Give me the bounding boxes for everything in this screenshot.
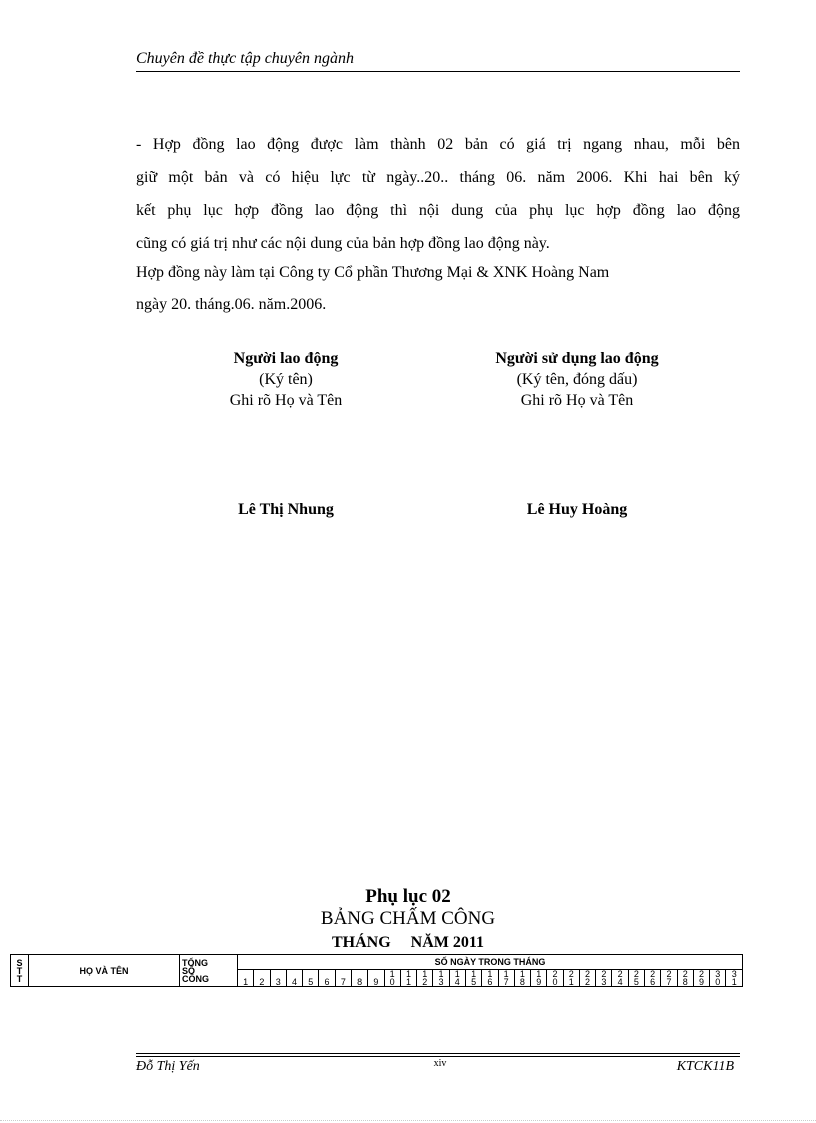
day-column-header: 1 4 [449,970,465,987]
day-column-header: 3 [270,970,286,987]
total-header-line: TỔNG [182,957,208,968]
stt-header [11,955,29,987]
footer-author: Đỗ Thị Yến [136,1059,200,1074]
day-column-header: 1 5 [465,970,481,987]
day-column-header: 1 7 [498,970,514,987]
day-column-header: 2 4 [612,970,628,987]
appendix-month-line: THÁNG NĂM 2011 [332,934,484,951]
day-column-header: 1 6 [482,970,498,987]
header-divider [136,71,740,72]
footer-divider [136,1056,740,1057]
day-column-header: 5 [303,970,319,987]
day-column-header: 2 5 [628,970,644,987]
employee-name-block [186,499,386,520]
day-column-header: 1 1 [400,970,416,987]
contract-paragraph-2 [136,257,740,321]
day-column-header: 9 [368,970,384,987]
day-column-header: 1 3 [433,970,449,987]
day-column-header: 2 8 [677,970,693,987]
name-header: HỌ VÀ TÊN [29,955,180,987]
stt-letter: S [16,957,23,968]
paragraph-line: ngày 20. tháng.06. năm.2006. [136,296,327,313]
day-column-header: 7 [335,970,351,987]
total-days-header [180,955,238,987]
stt-letter: T [16,965,23,976]
day-column-header: 8 [351,970,367,987]
day-column-header: 2 7 [661,970,677,987]
day-column-header: 2 [254,970,270,987]
paragraph-line: giữ một bản và có hiệu lực từ ngày..20.. tháng 06. năm 2006. Khi hai bên ký [136,169,740,186]
days-in-month-header: SỐ NGÀY TRONG THÁNG [238,955,743,970]
day-column-header: 1 [238,970,254,987]
day-column-header: 4 [286,970,302,987]
employee-name: Lê Thị Nhung [238,501,334,518]
stt-letter: T [16,973,23,984]
employer-name-note: Ghi rõ Họ và Tên [520,392,634,409]
employer-name-block [457,499,697,520]
day-column-header: 2 1 [563,970,579,987]
page-bottom-edge [0,1120,816,1121]
footer-page-number: xiv [433,1058,447,1069]
employee-name-note: Ghi rõ Họ và Tên [229,392,343,409]
day-column-header: 1 8 [514,970,530,987]
contract-paragraph-1 [136,128,740,260]
employee-role: Người lao động [233,350,339,367]
footer-divider [136,1053,740,1054]
day-column-header: 1 2 [417,970,433,987]
day-column-header: 6 [319,970,335,987]
employer-role: Người sử dụng lao động [495,350,659,367]
day-column-header: 3 1 [726,970,743,987]
day-column-header: 2 3 [596,970,612,987]
footer-class-code: KTCK11B [676,1059,734,1074]
employee-signature-block [186,348,386,411]
total-header-line: CÔNG [182,973,209,984]
day-column-header: 3 0 [710,970,726,987]
employer-sign-note: (Ký tên, đóng dấu) [516,371,638,388]
employer-signature-block [457,348,697,411]
total-header-line: SỐ [182,965,196,976]
day-column-header: 2 2 [579,970,595,987]
day-column-header: 1 9 [531,970,547,987]
day-column-header: 1 0 [384,970,400,987]
day-column-header: 2 6 [645,970,661,987]
paragraph-line: kết phụ lục hợp đồng lao động thì nội dung của phụ lục hợp đồng lao động [136,202,740,219]
paragraph-line: Hợp đồng này làm tại Công ty Cổ phần Thương Mại & XNK Hoàng Nam [136,264,610,281]
paragraph-line: cũng có giá trị như các nội dung của bản hợp đồng lao động này. [136,235,550,252]
paragraph-line: - Hợp đồng lao động được làm thành 02 bản có giá trị ngang nhau, mỗi bên [136,136,740,153]
day-column-header: 2 0 [547,970,563,987]
employee-sign-note: (Ký tên) [259,371,313,388]
page-header-title: Chuyên đề thực tập chuyên ngành [136,50,354,67]
day-column-header: 2 9 [693,970,709,987]
appendix-title: Phụ lục 02 [365,886,451,907]
employer-name: Lê Huy Hoàng [526,501,628,518]
appendix-subtitle: BẢNG CHẤM CÔNG [320,908,496,929]
timesheet-table [10,954,743,987]
